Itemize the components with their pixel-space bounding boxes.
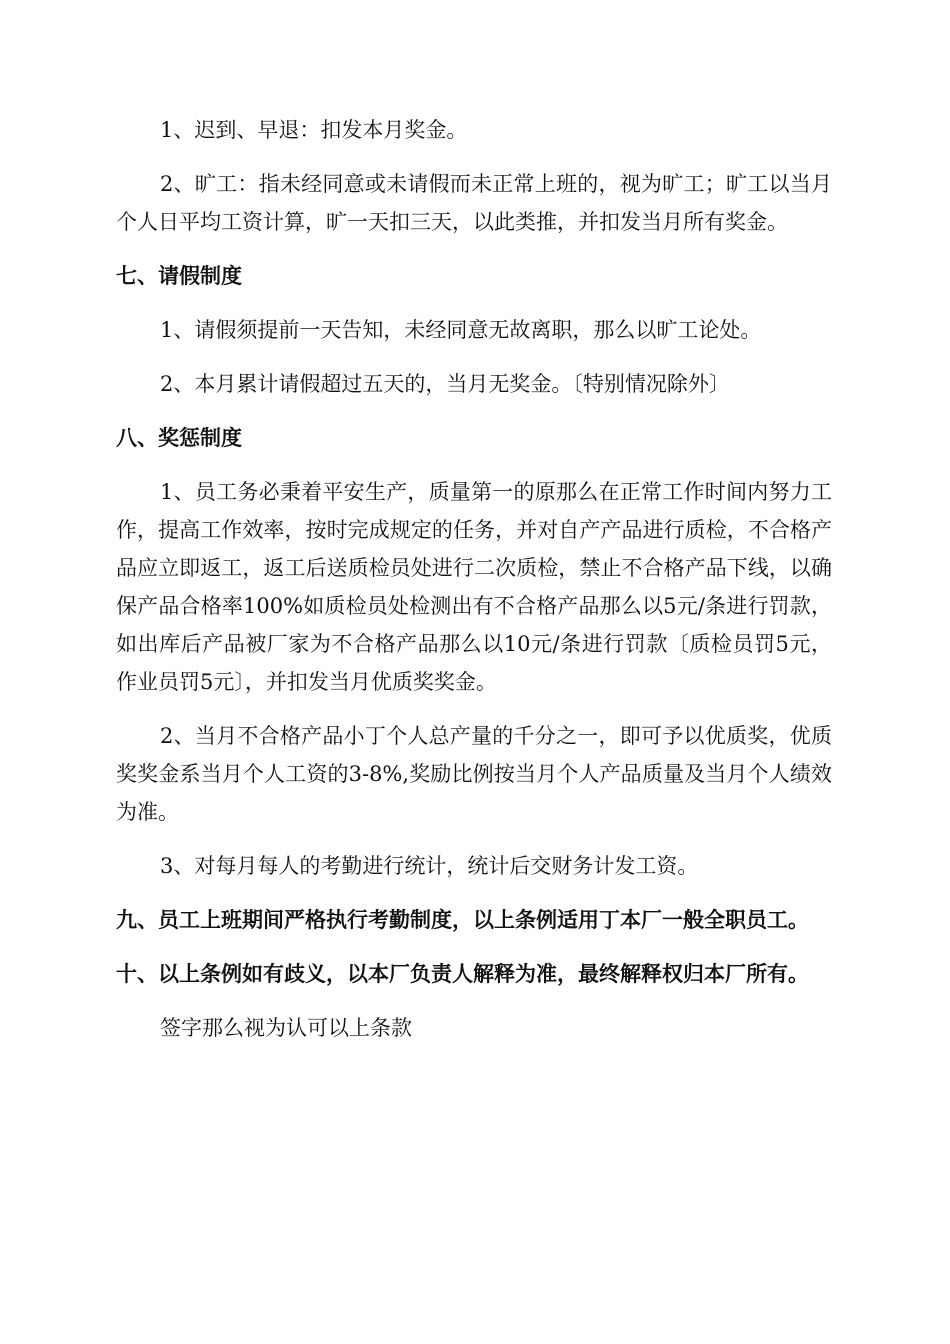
signature-note: 签字那么视为认可以上条款 xyxy=(160,1016,412,1040)
document-body xyxy=(116,111,832,1047)
rule-late-early: 1、迟到、早退：扣发本月奖金。 xyxy=(160,118,468,142)
section-heading-interpretation: 十、以上条例如有歧义，以本厂负责人解释为准，最终解释权归本厂所有。 xyxy=(116,962,809,986)
section-heading-leave: 七、请假制度 xyxy=(116,264,242,288)
rule-leave-limit: 2、本月累计请假超过五天的，当月无奖金。〔特别情况除外〕 xyxy=(160,372,730,396)
rule-leave-notice: 1、请假须提前一天告知，未经同意无故离职，那么以旷工论处。 xyxy=(160,318,762,342)
rule-quality: 1、员工务必秉着平安生产，质量第一的原那么在正常工作时间内努力工作，提高工作效率，按时完成规定的任务，并对自产产品进行质检，不合格产品应立即返工，返工后送质检员处进行二次质检，禁止不合格产品下线，以确保产品合格率100%如质检员处检测出有不合格产品那么以5元/条进行罚款，如出库后产品被厂家为不合格产品那么以10元/条进行罚款〔质检员罚5元，作业员罚5元〕，并扣发当月优质奖奖金。 xyxy=(116,480,832,694)
section-heading-applicability: 九、员工上班期间严格执行考勤制度，以上条例适用丁本厂一般全职员工。 xyxy=(116,908,809,932)
rule-quality-bonus: 2、当月不合格产品小丁个人总产量的千分之一，即可予以优质奖，优质奖奖金系当月个人工资的3-8%,奖励比例按当月个人产品质量及当月个人绩效为准。 xyxy=(116,724,832,824)
rule-attendance-stats: 3、对每月每人的考勤进行统计，统计后交财务计发工资。 xyxy=(160,854,699,878)
section-heading-rewards: 八、奖惩制度 xyxy=(116,426,242,450)
rule-absenteeism: 2、旷工：指未经同意或未请假而未正常上班的，视为旷工；旷工以当月个人日平均工资计算，旷一天扣三天，以此类推，并扣发当月所有奖金。 xyxy=(116,172,832,234)
